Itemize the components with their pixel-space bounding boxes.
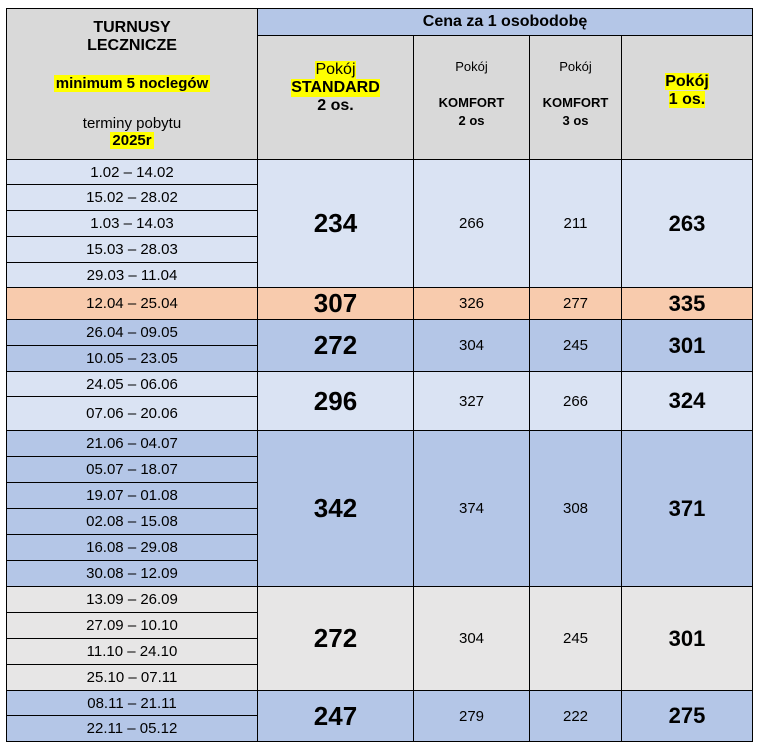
date-range-cell: 15.03 – 28.03 bbox=[7, 237, 258, 263]
date-range-cell: 30.08 – 12.09 bbox=[7, 561, 258, 587]
price-standard: 272 bbox=[258, 587, 414, 691]
col-komfort2-line3: 2 os bbox=[458, 112, 485, 128]
price-komfort2: 374 bbox=[414, 431, 530, 587]
price-table bbox=[6, 8, 753, 742]
price-standard: 272 bbox=[258, 320, 414, 372]
price-single: 335 bbox=[622, 288, 753, 320]
price-komfort3: 222 bbox=[530, 691, 622, 742]
price-standard: 342 bbox=[258, 431, 414, 587]
date-range-cell: 22.11 – 05.12 bbox=[7, 716, 258, 742]
price-komfort2: 266 bbox=[414, 160, 530, 288]
col-header-komfort3 bbox=[530, 36, 622, 160]
price-komfort3: 266 bbox=[530, 372, 622, 431]
date-range-cell: 19.07 – 01.08 bbox=[7, 483, 258, 509]
price-komfort2: 304 bbox=[414, 320, 530, 372]
table-row bbox=[7, 691, 753, 716]
price-standard: 296 bbox=[258, 372, 414, 431]
date-range-cell: 26.04 – 09.05 bbox=[7, 320, 258, 346]
price-single: 371 bbox=[622, 431, 753, 587]
col-standard-line3: 2 os. bbox=[317, 96, 354, 114]
price-single: 301 bbox=[622, 320, 753, 372]
price-komfort3: 245 bbox=[530, 587, 622, 691]
date-range-cell: 25.10 – 07.11 bbox=[7, 665, 258, 691]
date-range-cell: 05.07 – 18.07 bbox=[7, 457, 258, 483]
price-single: 324 bbox=[622, 372, 753, 431]
col-header-standard bbox=[258, 36, 414, 160]
date-range-cell: 12.04 – 25.04 bbox=[7, 288, 258, 320]
price-standard: 307 bbox=[258, 288, 414, 320]
header-title-line2: LECZNICZE bbox=[87, 36, 177, 54]
price-single: 263 bbox=[622, 160, 753, 288]
price-standard: 247 bbox=[258, 691, 414, 742]
terms-label: terminy pobytu bbox=[82, 114, 182, 132]
min-nights-label: minimum 5 noclegów bbox=[55, 74, 209, 92]
table-row bbox=[7, 288, 753, 320]
price-komfort2: 326 bbox=[414, 288, 530, 320]
col-header-single bbox=[622, 36, 753, 160]
col-komfort2-line1: Pokój bbox=[455, 58, 488, 74]
table-row bbox=[7, 431, 753, 457]
col-standard-line2: STANDARD bbox=[291, 78, 380, 96]
date-range-cell: 10.05 – 23.05 bbox=[7, 346, 258, 372]
price-komfort3: 211 bbox=[530, 160, 622, 288]
price-komfort3: 245 bbox=[530, 320, 622, 372]
date-range-cell: 13.09 – 26.09 bbox=[7, 587, 258, 613]
date-range-cell: 1.03 – 14.03 bbox=[7, 211, 258, 237]
price-komfort2: 279 bbox=[414, 691, 530, 742]
col-komfort3-line3: 3 os bbox=[562, 112, 589, 128]
date-range-cell: 16.08 – 29.08 bbox=[7, 535, 258, 561]
date-range-cell: 11.10 – 24.10 bbox=[7, 639, 258, 665]
date-range-cell: 07.06 – 20.06 bbox=[7, 397, 258, 431]
price-header: Cena za 1 osobodobę bbox=[258, 9, 753, 36]
header-terms-cell bbox=[7, 9, 258, 160]
table-row bbox=[7, 160, 753, 185]
date-range-cell: 29.03 – 11.04 bbox=[7, 263, 258, 288]
price-standard: 234 bbox=[258, 160, 414, 288]
price-komfort2: 304 bbox=[414, 587, 530, 691]
date-range-cell: 21.06 – 04.07 bbox=[7, 431, 258, 457]
date-range-cell: 08.11 – 21.11 bbox=[7, 691, 258, 716]
table-row bbox=[7, 587, 753, 613]
price-single: 301 bbox=[622, 587, 753, 691]
header-title-line1: TURNUSY bbox=[93, 18, 171, 36]
col-header-komfort2 bbox=[414, 36, 530, 160]
col-single-line2: 1 os. bbox=[668, 90, 706, 108]
col-komfort3-line1: Pokój bbox=[559, 58, 592, 74]
date-range-cell: 27.09 – 10.10 bbox=[7, 613, 258, 639]
col-single-line1: Pokój bbox=[665, 72, 709, 90]
date-range-cell: 24.05 – 06.06 bbox=[7, 372, 258, 397]
price-single: 275 bbox=[622, 691, 753, 742]
col-standard-line1: Pokój bbox=[315, 60, 356, 78]
col-komfort3-line2: KOMFORT bbox=[542, 94, 609, 110]
table-row bbox=[7, 372, 753, 397]
price-komfort2: 327 bbox=[414, 372, 530, 431]
year-label: 2025r bbox=[112, 131, 152, 149]
table-row bbox=[7, 320, 753, 346]
price-komfort3: 277 bbox=[530, 288, 622, 320]
price-komfort3: 308 bbox=[530, 431, 622, 587]
col-komfort2-line2: KOMFORT bbox=[438, 94, 505, 110]
date-range-cell: 1.02 – 14.02 bbox=[7, 160, 258, 185]
date-range-cell: 02.08 – 15.08 bbox=[7, 509, 258, 535]
date-range-cell: 15.02 – 28.02 bbox=[7, 185, 258, 211]
